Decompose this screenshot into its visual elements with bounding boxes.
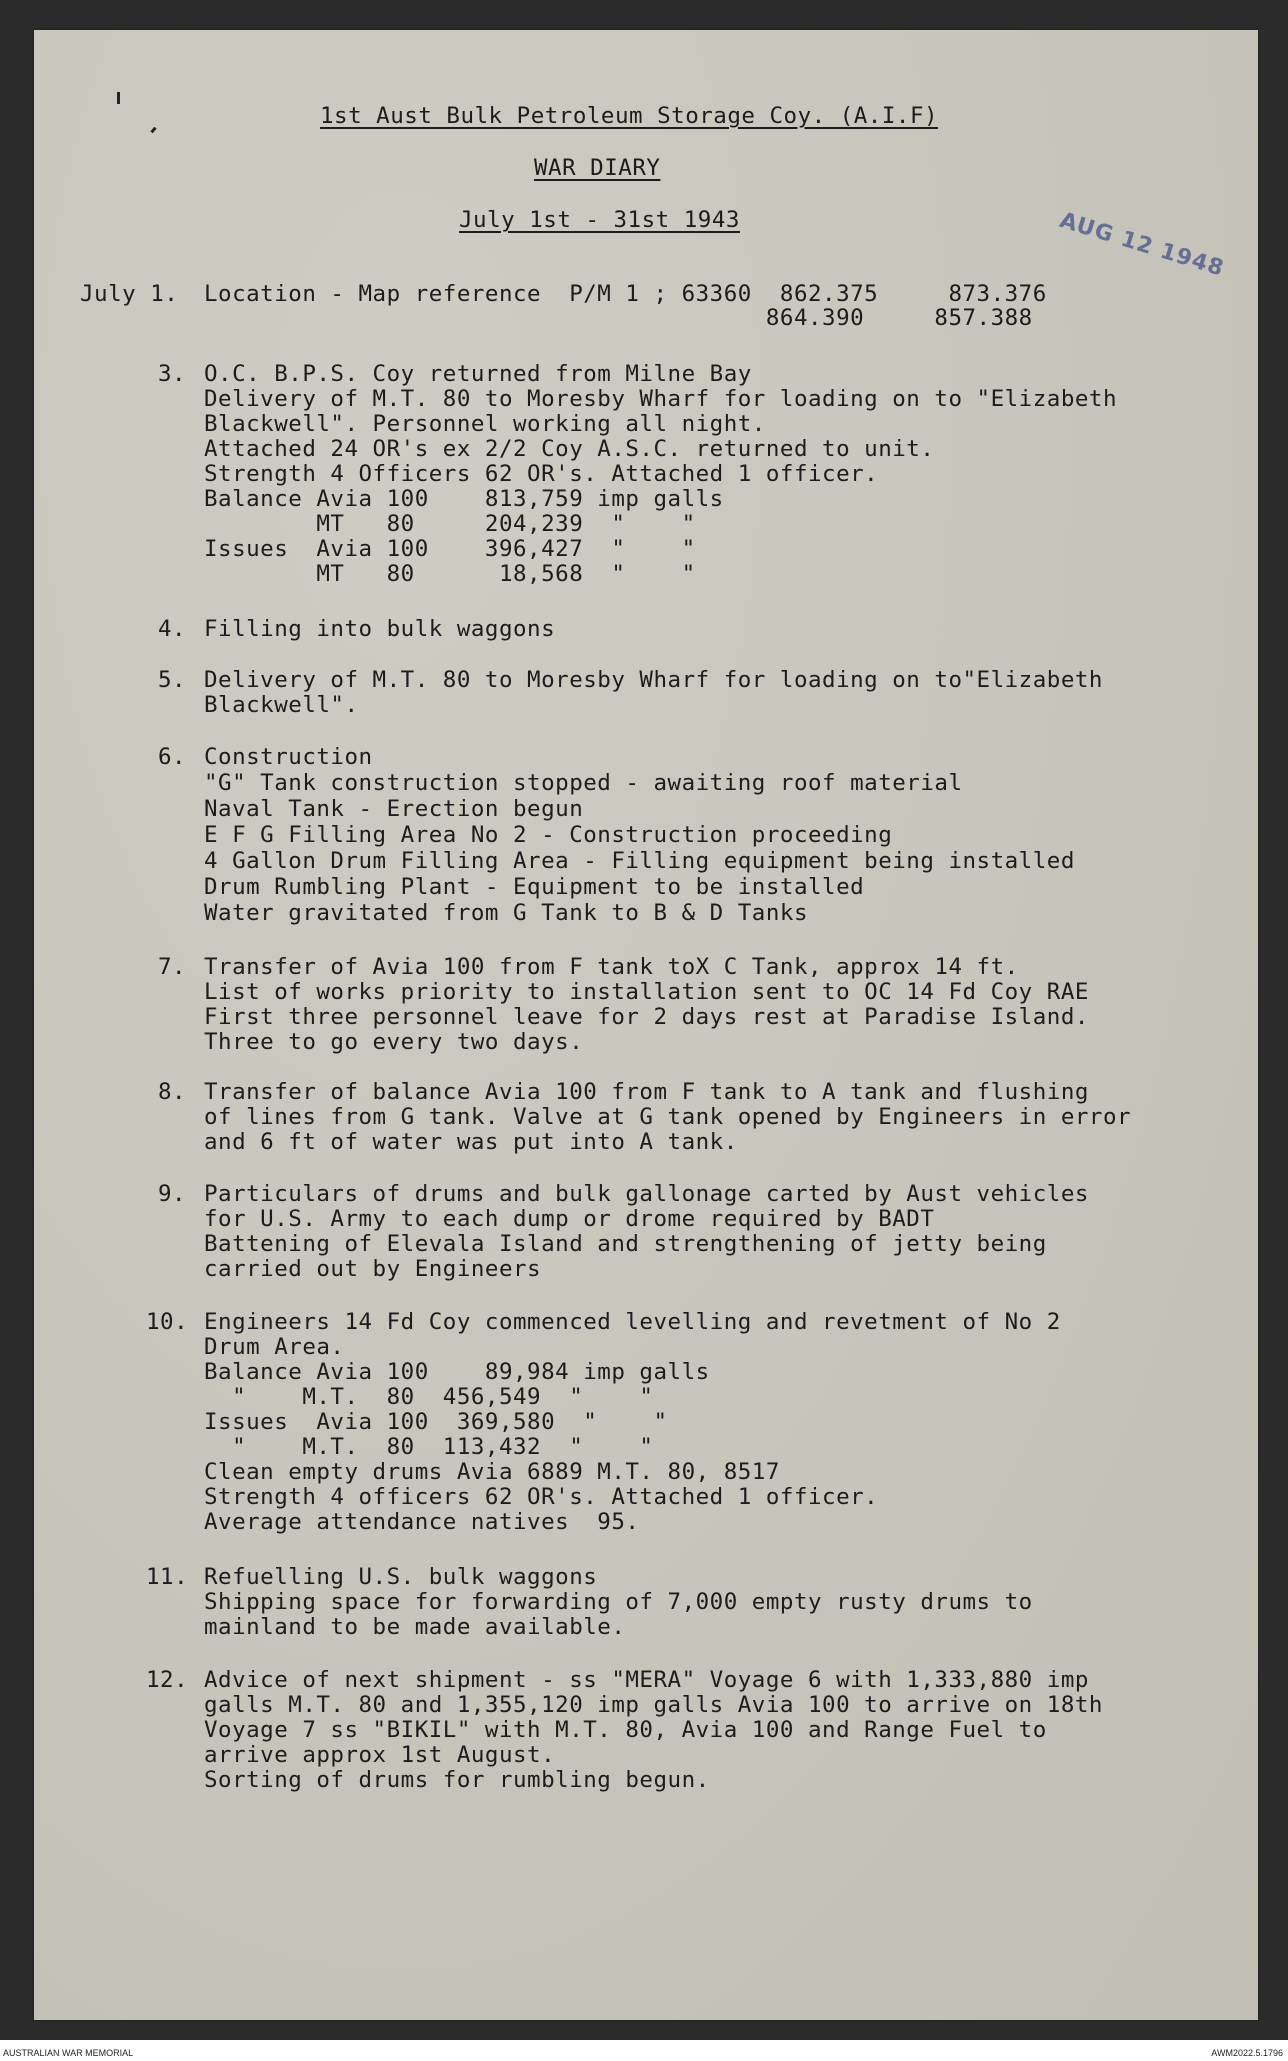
entry-line: Water gravitated from G Tank to B & D Tanks — [204, 900, 808, 926]
entry-line: Refuelling U.S. bulk waggons — [204, 1564, 598, 1590]
entry-day: 5. — [158, 667, 187, 693]
entry-line: Engineers 14 Fd Coy commenced levelling and revetment of No 2 — [204, 1309, 1061, 1335]
entry-line: Battening of Elevala Island and strengthening of jetty being — [204, 1231, 1047, 1257]
entry-day: 3. — [158, 361, 187, 387]
unit-heading: 1st Aust Bulk Petroleum Storage Coy. (A.I.F) — [320, 103, 939, 129]
entry-line: arrive approx 1st August. — [204, 1742, 556, 1768]
entry-line: Balance Avia 100 813,759 imp galls — [204, 486, 724, 512]
entry-line: First three personnel leave for 2 days rest at Paradise Island. — [204, 1004, 1089, 1030]
entry-line: 864.390 857.388 — [204, 305, 1033, 331]
entry-day: 8. — [158, 1079, 187, 1105]
entry-line: Filling into bulk waggons — [204, 616, 556, 642]
entry-day: 10. — [146, 1309, 189, 1335]
entry-line: Strength 4 officers 62 OR's. Attached 1 officer. — [204, 1484, 879, 1510]
entry-line: galls M.T. 80 and 1,355,120 imp galls Avia 100 to arrive on 18th — [204, 1692, 1103, 1718]
entry-line: "G" Tank construction stopped - awaiting roof material — [204, 770, 963, 796]
entry-line: Advice of next shipment - ss "MERA" Voyage 6 with 1,333,880 imp — [204, 1667, 1089, 1693]
entry-line: " M.T. 80 113,432 " " — [204, 1434, 654, 1460]
diary-page — [34, 30, 1258, 2020]
entry-line: Construction — [204, 744, 373, 770]
entry-line: Sorting of drums for rumbling begun. — [204, 1767, 710, 1793]
entry-line: " M.T. 80 456,549 " " — [204, 1384, 654, 1410]
entry-day: 6. — [158, 744, 187, 770]
entry-line: Average attendance natives 95. — [204, 1509, 640, 1535]
archive-footer — [0, 2040, 1288, 2061]
entry-line: 4 Gallon Drum Filling Area - Filling equipment being installed — [204, 848, 1075, 874]
diary-period: July 1st - 31st 1943 — [459, 207, 740, 233]
ink-mark — [117, 92, 120, 104]
entry-line: Transfer of Avia 100 from F tank toX C Tank, approx 14 ft. — [204, 954, 1019, 980]
entry-line: Blackwell". — [204, 692, 359, 718]
archive-name: AUSTRALIAN WAR MEMORIAL — [3, 2048, 134, 2058]
entry-line: Three to go every two days. — [204, 1029, 584, 1055]
entry-line: carried out by Engineers — [204, 1256, 542, 1282]
ink-mark — [150, 127, 156, 134]
entry-line: Strength 4 Officers 62 OR's. Attached 1 officer. — [204, 461, 879, 487]
entry-day: 4. — [158, 616, 187, 642]
entry-line: and 6 ft of water was put into A tank. — [204, 1129, 738, 1155]
diary-title: WAR DIARY — [534, 155, 661, 181]
entry-line: Attached 24 OR's ex 2/2 Coy A.S.C. returned to unit. — [204, 436, 935, 462]
entry-line: mainland to be made available. — [204, 1614, 626, 1640]
entry-line: Location - Map reference P/M 1 ; 63360 862.375 873.376 — [204, 281, 1047, 307]
entry-line: Transfer of balance Avia 100 from F tank to A tank and flushing — [204, 1079, 1089, 1105]
entry-line: Shipping space for forwarding of 7,000 empty rusty drums to — [204, 1589, 1033, 1615]
entry-line: Delivery of M.T. 80 to Moresby Wharf for loading on to "Elizabeth — [204, 386, 1117, 412]
entry-line: Naval Tank - Erection begun — [204, 796, 584, 822]
entry-line: of lines from G tank. Valve at G tank opened by Engineers in error — [204, 1104, 1132, 1130]
entry-line: for U.S. Army to each dump or drome required by BADT — [204, 1206, 935, 1232]
entry-line: Issues Avia 100 396,427 " " — [204, 536, 696, 562]
entry-line: List of works priority to installation sent to OC 14 Fd Coy RAE — [204, 979, 1089, 1005]
entry-line: MT 80 204,239 " " — [204, 511, 696, 537]
entry-day: 7. — [158, 954, 187, 980]
entry-line: Delivery of M.T. 80 to Moresby Wharf for loading on to"Elizabeth — [204, 667, 1103, 693]
entry-line: Issues Avia 100 369,580 " " — [204, 1409, 668, 1435]
entry-line: Voyage 7 ss "BIKIL" with M.T. 80, Avia 100 and Range Fuel to — [204, 1717, 1047, 1743]
entry-line: Blackwell". Personnel working all night. — [204, 411, 766, 437]
entry-line: E F G Filling Area No 2 - Construction proceeding — [204, 822, 893, 848]
entry-line: O.C. B.P.S. Coy returned from Milne Bay — [204, 361, 752, 387]
entry-day: 9. — [158, 1181, 187, 1207]
entry-day: 12. — [146, 1667, 189, 1693]
archive-reference: AWM2022.5.1796 — [1211, 2048, 1283, 2058]
entry-line: Particulars of drums and bulk gallonage carted by Aust vehicles — [204, 1181, 1089, 1207]
entry-line: Balance Avia 100 89,984 imp galls — [204, 1359, 710, 1385]
entry-day: July 1. — [80, 281, 179, 307]
entry-day: 11. — [146, 1564, 189, 1590]
entry-line: MT 80 18,568 " " — [204, 561, 696, 587]
entry-line: Clean empty drums Avia 6889 M.T. 80, 8517 — [204, 1459, 780, 1485]
entry-line: Drum Area. — [204, 1334, 345, 1360]
entry-line: Drum Rumbling Plant - Equipment to be installed — [204, 874, 865, 900]
date-received-stamp: AUG 12 1948 — [1056, 208, 1227, 282]
